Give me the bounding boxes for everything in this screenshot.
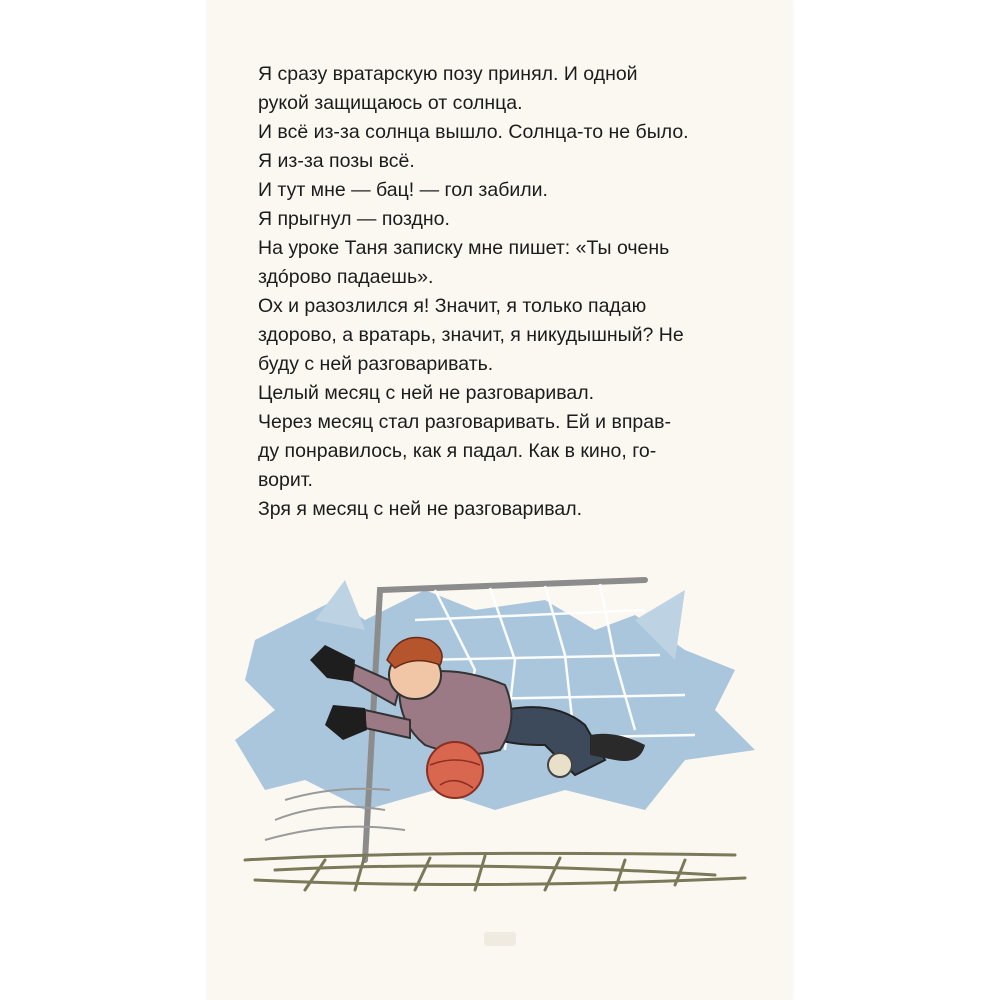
paragraph-5	[258, 234, 778, 292]
text-line: Через месяц стал разговаривать. Ей и вправ-	[258, 411, 671, 433]
knee-pad-icon	[548, 753, 572, 777]
text-line: Я прыгнул — поздно.	[258, 208, 450, 230]
text-line: И всё из-за солнца вышло. Солнца-то не было.	[258, 121, 689, 143]
paragraph-8	[258, 408, 778, 495]
text-line: Я сразу вратарскую позу принял. И одной	[258, 63, 638, 85]
ball-icon	[427, 742, 483, 798]
paragraph-4	[258, 205, 778, 234]
text-line: рукой защищаюсь от солнца.	[258, 92, 523, 114]
text-line: Зря я месяц с ней не разговаривал.	[258, 498, 583, 520]
text-line: Я из-за позы всё.	[258, 150, 415, 172]
text-line: И тут мне — бац! — гол забили.	[258, 179, 548, 201]
text-line: здорово, а вратарь, значит, я никудышный? Не	[258, 324, 684, 346]
text-line: Ох и разозлился я! Значит, я только падаю	[258, 295, 647, 317]
paragraph-6	[258, 292, 778, 379]
paragraph-2	[258, 118, 778, 176]
paragraph-9	[258, 495, 778, 524]
paragraph-7	[258, 379, 778, 408]
paragraph-1	[258, 60, 778, 118]
story-text	[258, 60, 778, 524]
text-line: ворит.	[258, 469, 313, 491]
paragraph-3	[258, 176, 778, 205]
text-line: На уроке Таня записку мне пишет: «Ты очень	[258, 237, 670, 259]
text-line: Целый месяц с ней не разговаривал.	[258, 382, 595, 404]
grass	[245, 853, 745, 890]
text-line: ду понравилось, как я падал. Как в кино, го-	[258, 440, 657, 462]
goalkeeper-illustration	[215, 560, 775, 920]
page-number-mark	[482, 930, 518, 948]
text-line: буду с ней разговаривать.	[258, 353, 494, 375]
text-line: здóрово падаешь».	[258, 266, 434, 288]
